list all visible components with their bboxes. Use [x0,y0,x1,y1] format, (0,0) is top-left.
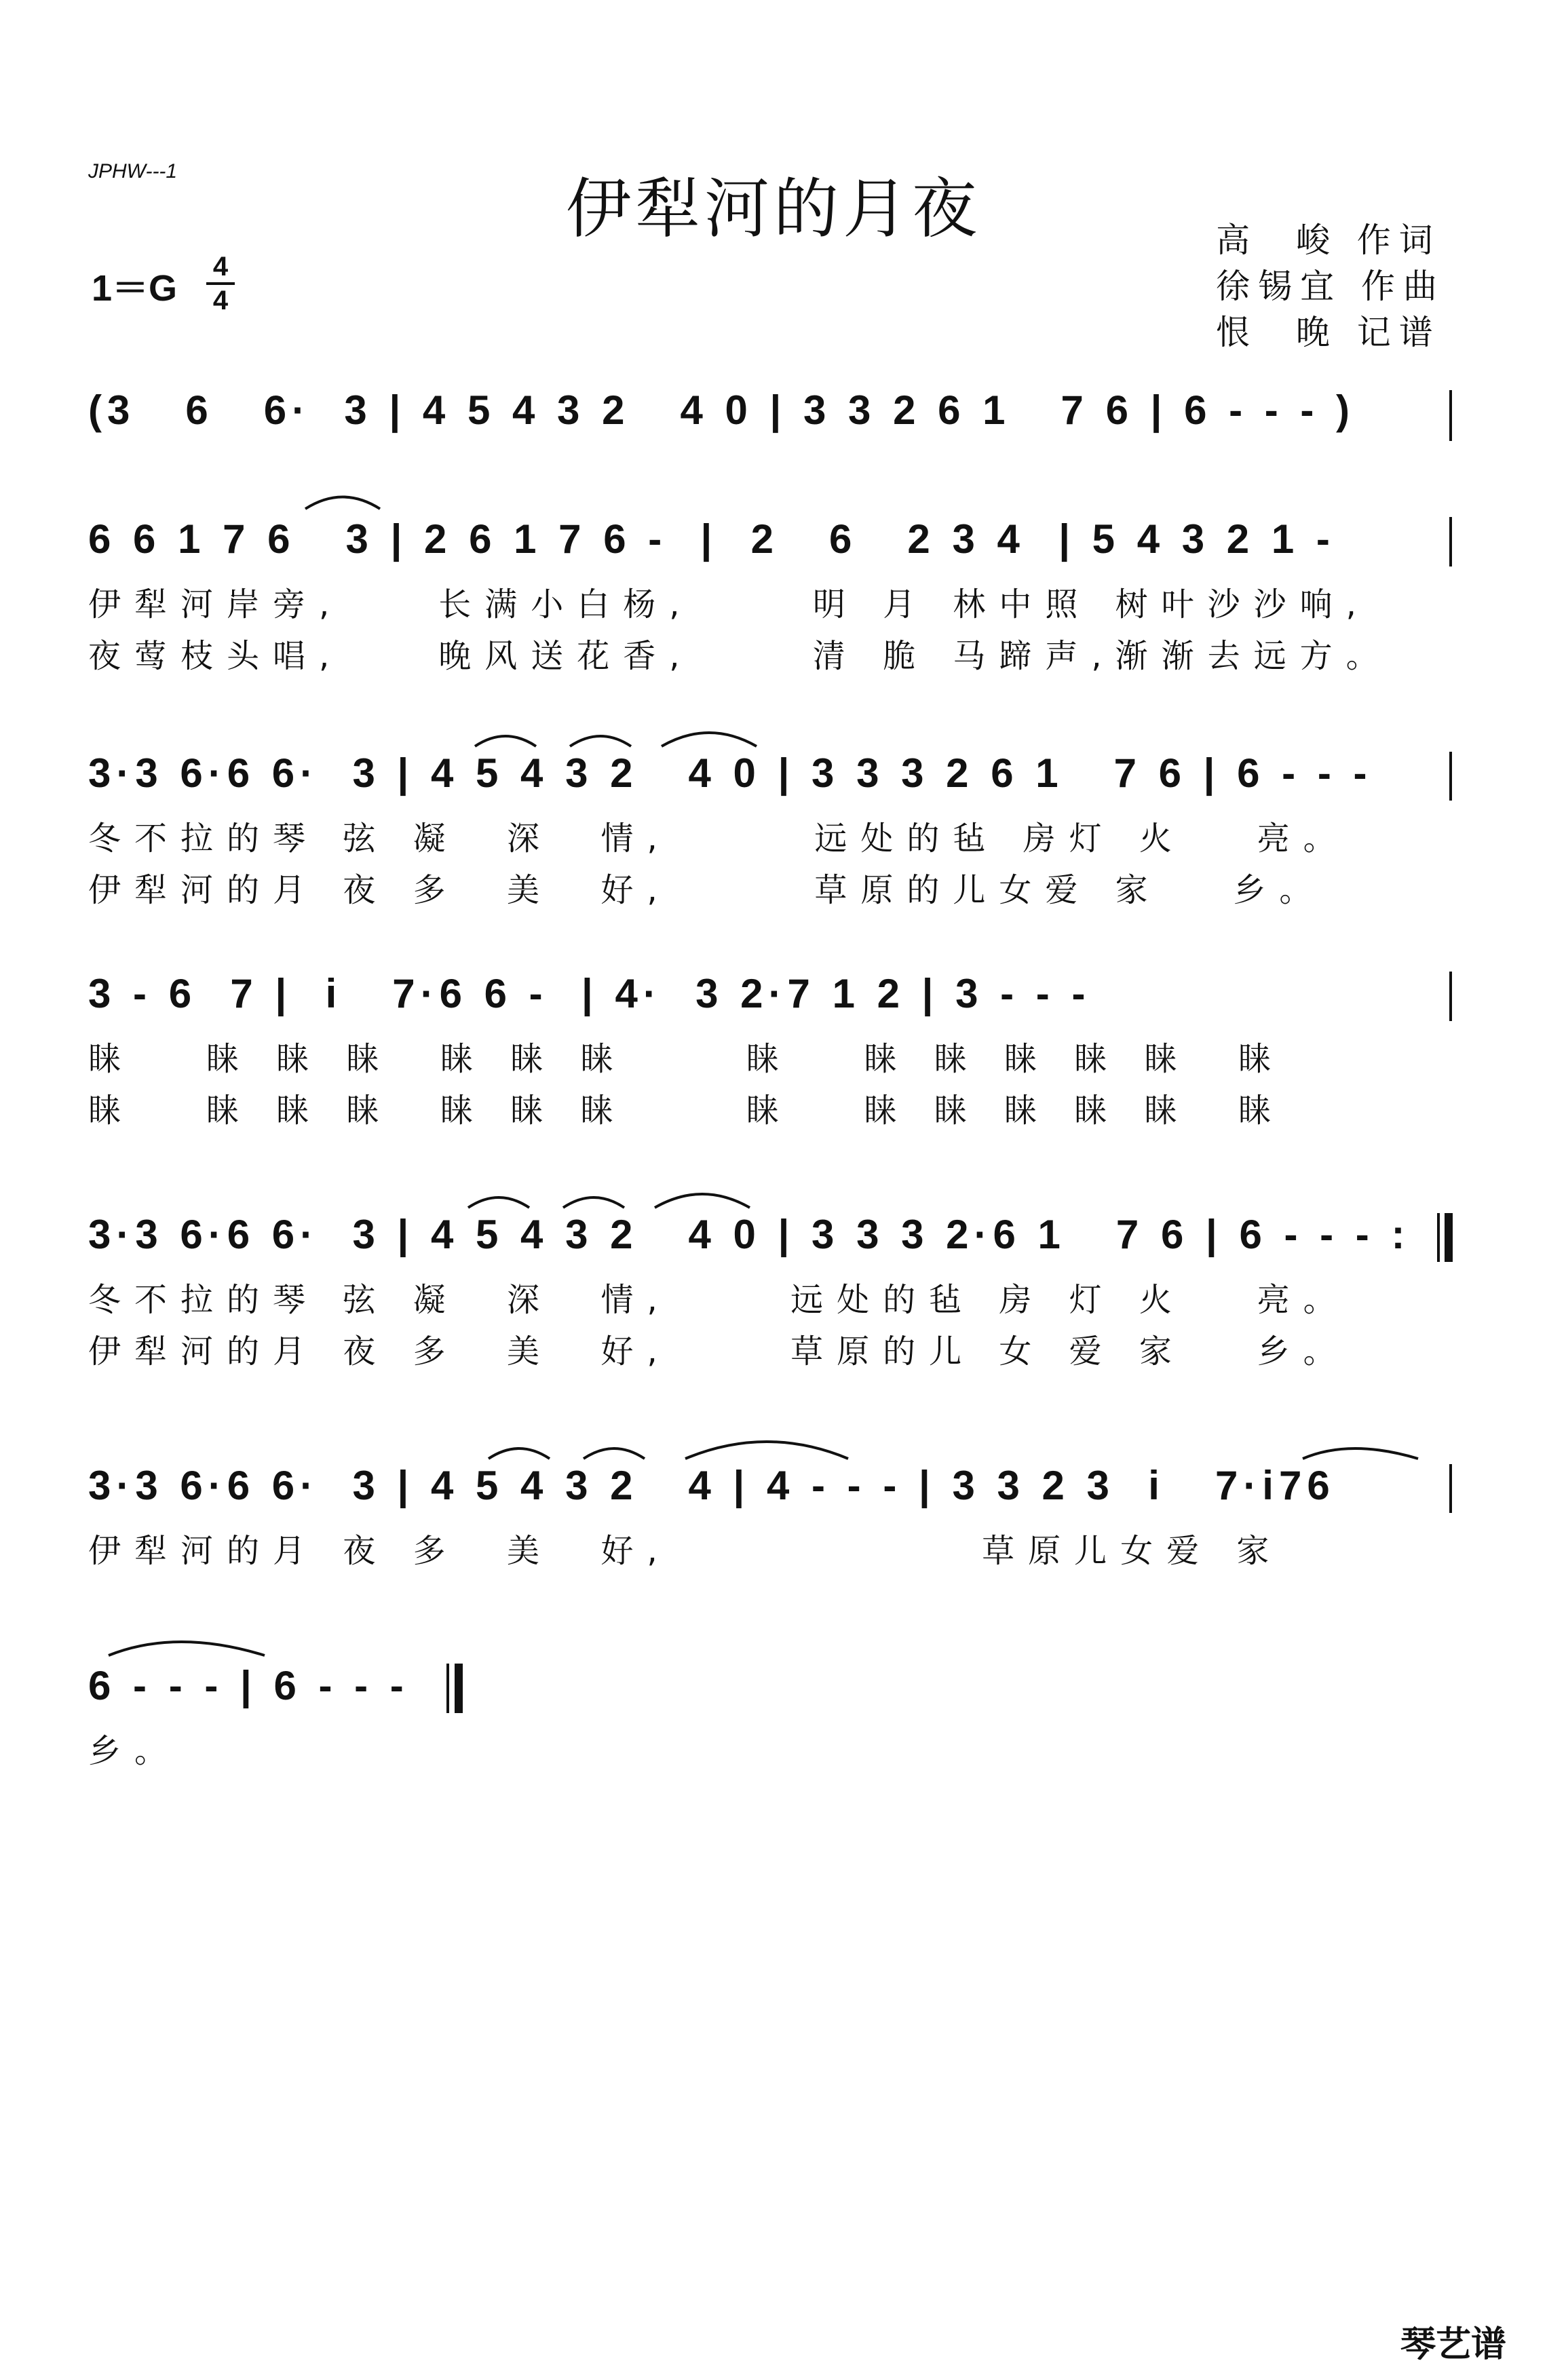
key-signature: 1＝G [92,268,178,309]
lyric-verse-2: 夜莺枝头唱, 晚风送花香, 清 脆 马蹄声,渐渐去远方。 [88,637,1392,675]
notes-line: 3·3 6·6 6· 3 | 4 5 4 3 2 4 0 | 3 3 3 2·6 1 7 6 | 6 - - - : [88,1212,1411,1257]
lyric-verse-1: 睐 睐 睐 睐 睐 睐 睐 睐 睐 睐 睐 睐 睐 睐 [88,1040,1284,1078]
slur [584,1448,645,1459]
slur [475,736,536,746]
lyric-verse-2: 伊犁河的月 夜 多 美 好, 草原的儿 女 爱 家 乡。 [88,1332,1350,1370]
slur [685,1442,848,1459]
lyric-verse-1: 冬不拉的琴 弦 凝 深 情, 远处的毡 房 灯 火 亮。 [88,1281,1350,1319]
slur [662,733,757,746]
time-signature-top: 4 [212,252,229,282]
lyric-verse-1: 伊犁河岸旁, 长满小白杨, 明 月 林中照 树叶沙沙响, [88,586,1370,623]
credit-composer: 徐锡宜 作曲 [1216,267,1445,306]
slur [1303,1448,1418,1459]
slur [305,497,380,510]
notes-line: 3·3 6·6 6· 3 | 4 5 4 3 2 4 | 4 - - - | 3 3 2 3 i 7·i76 [88,1463,1335,1508]
slur [109,1642,265,1655]
notes-line: 3 - 6 7 | i 7·6 6 - | 4· 3 2·7 1 2 | 3 - - - [88,971,1108,1016]
slur [655,1194,750,1208]
slur [570,736,631,746]
lyric-verse-2: 伊犁河的月 夜 多 美 好, 草原的儿女爱 家 乡。 [88,871,1326,909]
slur [489,1448,550,1459]
credit-transcriber: 恨 晚 记谱 [1216,313,1441,352]
lyric-verse-1: 冬不拉的琴 弦 凝 深 情, 远处的毡 房灯 火 亮。 [88,820,1350,858]
notes-line: 6 6 1 7 6 3 | 2 6 1 7 6 - | 2 6 2 3 4 | 5 4 3 2 1 - [88,516,1352,562]
notes-line: 6 - - - | 6 - - - [88,1663,426,1708]
song-title: 伊犁河的月夜 [566,171,981,247]
watermark-logo: 琴艺谱 [1400,2324,1506,2365]
lyric-verse-1: 乡。 [88,1732,181,1770]
slur [563,1197,624,1208]
time-signature-bottom: 4 [212,286,229,315]
credit-lyricist: 高 峻 作词 [1216,220,1441,260]
notes-line: 3·3 6·6 6· 3 | 4 5 4 3 2 4 0 | 3 3 3 2 6 1 7 6 | 6 - - - [88,750,1390,796]
source-code: JPHW---1 [88,160,178,183]
notes-line: (3 6 6· 3 | 4 5 4 3 2 4 0 | 3 3 2 6 1 7 6 | 6 - - - ) [88,387,1356,433]
slur [468,1197,529,1208]
lyric-verse-2: 睐 睐 睐 睐 睐 睐 睐 睐 睐 睐 睐 睐 睐 睐 [88,1092,1284,1130]
lyric-verse-1: 伊犁河的月 夜 多 美 好, 草原儿女爱 家 [88,1532,1283,1570]
